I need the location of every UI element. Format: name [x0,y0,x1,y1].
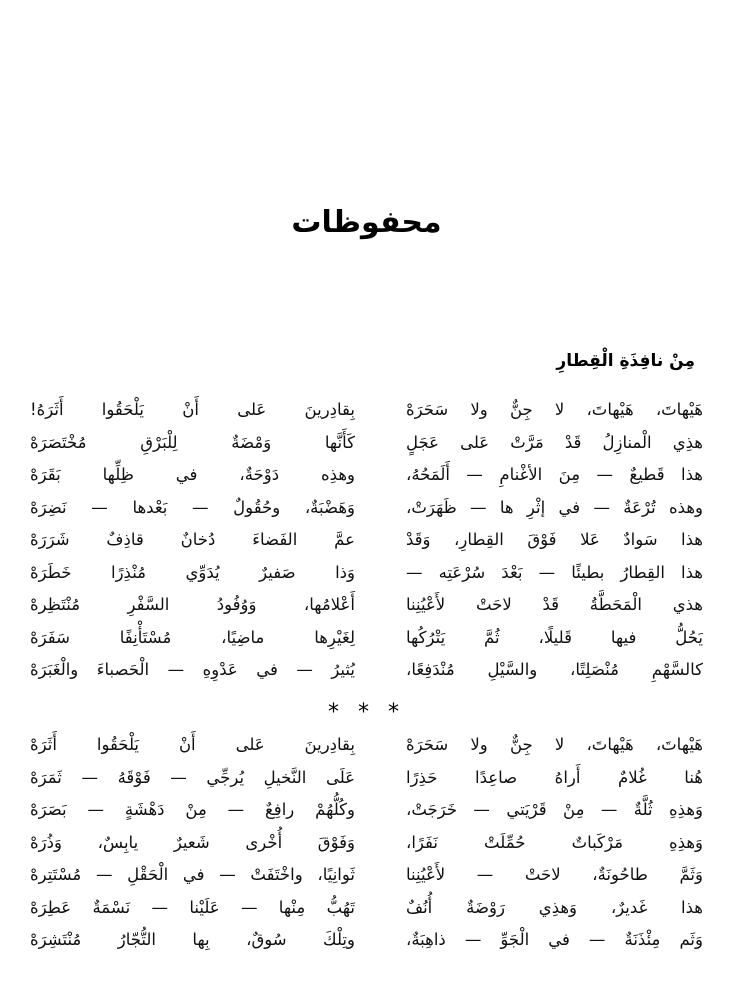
verse-second-hemistich: وتِلْكَ سُوقٌ، بِها التُّجّارُ مُنْتَشِرَهْ [30,930,355,949]
verse-first-hemistich: وَثَمَّ طاحُونَةٌ، لاحَتْ — لأَعْيُنِنا [406,865,703,884]
verse-second-hemistich: وَهَضْبَةٌ، وحُقُولٌ — بَعْدها — نَضِرَهْ [30,497,355,517]
page-title: محفوظات [291,205,442,240]
verse [30,394,703,427]
verse-first-hemistich: هذِي الْمنازِلُ قَدْ مَرَّتْ عَلى عَجَلٍ [406,432,703,452]
verse-second-hemistich: كَأَنَّها وَمْضَةٌ لِلْبَرْقِ مُخْتَصَرَهْ [30,432,355,452]
stanza-2 [30,729,703,957]
verse-second-hemistich: بِقادِرينَ عَلى أَنْ يَلْحَقُوا أَثَرَهُ! [30,400,355,419]
verse-second-hemistich: لِغَيْرِها ماضِيًا، مُسْتَأْنِفًا سَفَرَهْ [30,627,355,647]
verse-first-hemistich: يَحُلُّ فيها قَليلًا، ثُمَّ يَتْرُكُها [406,627,703,647]
verse [30,859,703,892]
verse-second-hemistich: تَهُبُّ مِنْها — عَلَيْنا — نَسْمَةٌ عَطِرَهْ [30,897,355,917]
verse-second-hemistich: عَلَى النَّخيلِ يُرجِّي — فَوْقَهُ — ثَمَرَهْ [30,767,355,787]
verse [30,622,703,655]
verse-first-hemistich: هذا القِطارُ بطيئًا — بَعْدَ سُرْعَتِه — [406,562,703,582]
verse-first-hemistich: هذي الْمَحَطَّةُ قَدْ لاحَتْ لأَعْيُنِنا [406,595,703,614]
verse-second-hemistich: عمَّ الفَضاءَ دُخانٌ قاذِفٌ شَرَرَهْ [30,530,355,549]
verse-second-hemistich: ثَوانِيًا، واخْتَفَتْ — في الْحَقْلِ — مُسْتَتِرهْ [30,865,355,884]
verse [30,459,703,492]
verse-second-hemistich: أَعْلامُها، وَوُفُودُ السَّفْرِ مُنْتَظِرهْ [30,595,355,614]
verse [30,589,703,622]
verse-second-hemistich: وهذِه دَوْحَةٌ، في ظِلِّها بَقَرَهْ [30,465,355,484]
verse-first-hemistich: هذا قَطيعٌ — مِنَ الأغْنامِ — أَلَمَحُهُ، [406,465,703,484]
verse-second-hemistich: وَذا صَفيرٌ يُدَوِّي مُنْذِرًا خَطَرَهْ [30,562,355,582]
poem-subtitle: مِنْ نافِذَةِ الْقِطارِ [556,351,695,371]
verse-first-hemistich: وَهذِهِ ثُلَّةٌ — مِنْ قَرْيَتي — خَرَجَتْ، [406,800,703,819]
verse-second-hemistich: وَفَوْقَ أُخْرى شَعيرٌ يابِسٌ، وَذُرَهْ [30,832,355,852]
verse [30,762,703,795]
verse-second-hemistich: وكُلُّهُمْ رافِعٌ — مِنْ دَهْشَةٍ — بَصَرَهْ [30,800,355,819]
verse-first-hemistich: هَيْهاتَ، هَيْهاتَ، لا جِنٌّ ولا سَحَرَهْ [406,400,703,419]
verse [30,794,703,827]
verse-first-hemistich: وَثَم مِئْذَنَةٌ — في الْجَوِّ — ذاهِبَةٌ، [406,930,703,949]
verse-first-hemistich: هُنا غُلامٌ أَراهُ صاعِدًا حَذِرًا [406,767,703,787]
verse-second-hemistich: يُثيرُ — في عَدْوِهِ — الْحَصباءَ والْغَبَرَهْ [30,660,355,679]
verse-first-hemistich: كالسَّهْمِ مُنْصَلِتًا، والسَّيْلِ مُنْدَفِعًا، [406,660,703,679]
verse-first-hemistich: وَهذِهِ مَرْكَباتٌ حُمِّلَتْ نَفَرًا، [406,832,703,852]
verse [30,924,703,957]
verse [30,892,703,925]
verse [30,729,703,762]
verse [30,427,703,460]
verse [30,827,703,860]
verse-first-hemistich: وهذه تُرْعَةٌ — في إثْرِ ها — ظَهَرَتْ، [406,497,703,517]
stanza-separator: * * * [328,700,405,725]
verse [30,524,703,557]
stanza-1 [30,394,703,687]
verse [30,492,703,525]
verse [30,654,703,687]
verse-first-hemistich: هذا سَوادٌ عَلا فَوْقَ القِطارِ، وَقَدْ [406,530,703,549]
verse [30,557,703,590]
verse-first-hemistich: هذا غَديرٌ، وَهذِي رَوْضَةٌ أُنُفٌ [406,897,703,917]
verse-second-hemistich: بِقادِرينَ عَلى أَنْ يَلْحَقُوا أَثَرَهْ [30,735,355,754]
verse-first-hemistich: هَيْهاتَ، هَيْهاتَ، لا جِنٌّ ولا سَحَرَهْ [406,735,703,754]
